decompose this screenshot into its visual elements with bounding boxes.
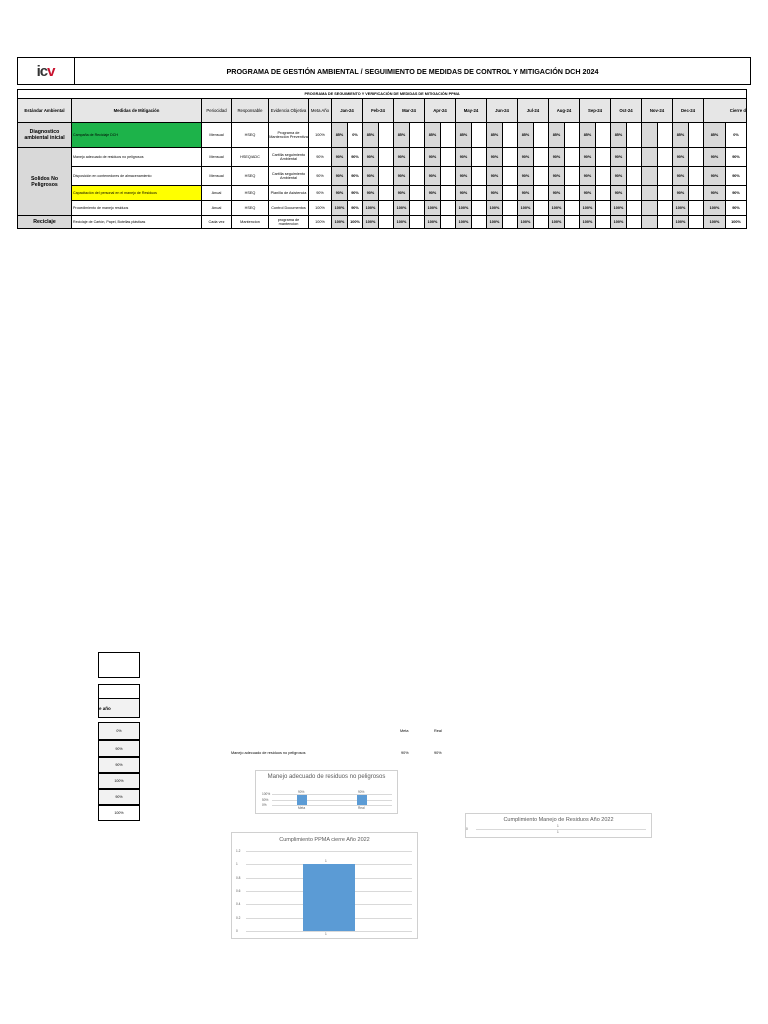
- month-goal-cell: 85%: [332, 123, 348, 148]
- col-month: Jul-24: [518, 99, 549, 123]
- empty-box: [98, 684, 140, 698]
- page-title: PROGRAMA DE GESTIÓN AMBIENTAL / SEGUIMIENTO DE MEDIDAS DE CONTROL Y MITIGACIÓN DCH 2024: [74, 57, 751, 85]
- month-goal-cell: [642, 167, 658, 186]
- col-goal: Meta Año: [309, 99, 332, 123]
- month-goal-cell: 90%: [580, 186, 596, 201]
- period-cell: Cada vez: [202, 216, 232, 229]
- closing-real-cell: 100%: [726, 216, 747, 229]
- month-goal-cell: 90%: [673, 186, 689, 201]
- responsible-cell: HSEQ: [232, 167, 269, 186]
- month-goal-cell: 85%: [394, 123, 410, 148]
- goal-cell: 90%: [309, 167, 332, 186]
- gridline: [246, 931, 412, 932]
- month-real-cell: [565, 216, 580, 229]
- col-standard: Estándar Ambiental: [18, 99, 72, 123]
- month-goal-cell: 100%: [549, 216, 565, 229]
- lower-value: 90%: [98, 757, 140, 773]
- period-cell: Anual: [202, 186, 232, 201]
- month-goal-cell: 90%: [332, 167, 348, 186]
- month-real-cell: 0%: [348, 123, 363, 148]
- y-tick-label: 50%: [262, 797, 269, 802]
- col-month: Apr-24: [425, 99, 456, 123]
- month-real-cell: [472, 167, 487, 186]
- responsible-cell: HSEQ: [232, 201, 269, 216]
- evidence-cell: Cartilla seguimiento Ambiental: [269, 167, 309, 186]
- month-goal-cell: 100%: [518, 201, 534, 216]
- month-real-cell: [410, 186, 425, 201]
- data-label: 90%: [358, 790, 365, 795]
- closing-real-cell: 90%: [726, 167, 747, 186]
- group-cell: Solidos No Peligrosos: [18, 148, 72, 216]
- month-goal-cell: 85%: [487, 123, 503, 148]
- chart-ppma-compliance: [231, 832, 418, 939]
- month-goal-cell: 90%: [611, 186, 627, 201]
- evidence-cell: Programa de Mantención Preventiva: [269, 123, 309, 148]
- month-real-cell: [658, 167, 673, 186]
- month-goal-cell: 100%: [487, 216, 503, 229]
- month-real-cell: [596, 216, 611, 229]
- closing-real-cell: 0%: [726, 123, 747, 148]
- month-goal-cell: 90%: [487, 148, 503, 167]
- month-real-cell: [379, 186, 394, 201]
- lower-value: 100%: [98, 805, 140, 821]
- month-goal-cell: 85%: [518, 123, 534, 148]
- responsible-cell: HSEQ: [232, 123, 269, 148]
- month-goal-cell: 90%: [425, 167, 441, 186]
- gridline: [476, 829, 646, 830]
- col-month: Aug-24: [549, 99, 580, 123]
- month-real-cell: [472, 123, 487, 148]
- col-month: Oct-24: [611, 99, 642, 123]
- month-goal-cell: 90%: [363, 148, 379, 167]
- meta-label: Meta: [400, 729, 409, 733]
- month-goal-cell: 100%: [394, 216, 410, 229]
- month-goal-cell: 90%: [363, 167, 379, 186]
- table-subtitle: PROGRAMA DE SEGUIMIENTO Y VERIFICACIÓN DE MEDIDAS DE MITIGACIÓN PPMA: [18, 90, 747, 99]
- month-goal-cell: 90%: [394, 186, 410, 201]
- chart-title: Cumplimiento PPMA cierre Año 2022: [279, 837, 370, 843]
- month-real-cell: [472, 216, 487, 229]
- month-goal-cell: 85%: [425, 123, 441, 148]
- chart-waste-compliance: [465, 813, 652, 838]
- month-goal-cell: 90%: [487, 186, 503, 201]
- group-cell: Reciclaje: [18, 216, 72, 229]
- month-real-cell: [472, 186, 487, 201]
- y-tick-label: 0.8: [236, 875, 241, 880]
- month-real-cell: [410, 201, 425, 216]
- month-goal-cell: 100%: [487, 201, 503, 216]
- month-goal-cell: 90%: [456, 148, 472, 167]
- y-tick-label: 0: [236, 929, 238, 933]
- closing-real-cell: 90%: [726, 201, 747, 216]
- gridline: [246, 851, 412, 852]
- y-tick-label: 0.4: [236, 902, 241, 907]
- month-goal-cell: 100%: [394, 201, 410, 216]
- month-goal-cell: [642, 148, 658, 167]
- month-real-cell: [565, 201, 580, 216]
- col-month: May-24: [456, 99, 487, 123]
- month-real-cell: [472, 148, 487, 167]
- goal-cell: 90%: [309, 148, 332, 167]
- col-measures: Medidas de Mitigación: [72, 99, 202, 123]
- data-label: 90%: [298, 790, 305, 795]
- month-goal-cell: 100%: [456, 216, 472, 229]
- month-goal-cell: 90%: [363, 186, 379, 201]
- col-month: Feb-24: [363, 99, 394, 123]
- month-real-cell: 100%: [348, 216, 363, 229]
- month-goal-cell: 90%: [487, 167, 503, 186]
- col-month: Nov-24: [642, 99, 673, 123]
- evidence-cell: Cartilla seguimiento Ambiental: [269, 148, 309, 167]
- col-evidence: Evidencia Objetiva: [269, 99, 309, 123]
- responsible-cell: Mantencion: [232, 216, 269, 229]
- summary-meta-value: 90%: [401, 751, 409, 755]
- month-goal-cell: 90%: [518, 186, 534, 201]
- month-real-cell: [534, 186, 549, 201]
- month-goal-cell: 90%: [580, 148, 596, 167]
- month-real-cell: [441, 167, 456, 186]
- month-goal-cell: 85%: [580, 123, 596, 148]
- month-goal-cell: 90%: [425, 186, 441, 201]
- month-goal-cell: 90%: [611, 167, 627, 186]
- month-real-cell: [441, 186, 456, 201]
- month-real-cell: [565, 148, 580, 167]
- month-goal-cell: 85%: [456, 123, 472, 148]
- col-month: Sep-24: [580, 99, 611, 123]
- lower-value: 0%: [98, 722, 140, 740]
- table-row: [18, 216, 747, 229]
- lower-value: 90%: [98, 789, 140, 805]
- table-row: [18, 148, 747, 167]
- month-real-cell: [441, 201, 456, 216]
- goal-cell: 100%: [309, 123, 332, 148]
- month-goal-cell: 100%: [425, 216, 441, 229]
- col-month: Jun-24: [487, 99, 518, 123]
- month-real-cell: [658, 216, 673, 229]
- month-real-cell: 90%: [348, 201, 363, 216]
- month-real-cell: [503, 201, 518, 216]
- month-real-cell: [565, 186, 580, 201]
- measure-cell: Manejo adecuado de residuos no peligrosos: [72, 148, 202, 167]
- month-real-cell: [503, 167, 518, 186]
- month-real-cell: [441, 148, 456, 167]
- goal-cell: 100%: [309, 216, 332, 229]
- closing-real-cell: 90%: [726, 186, 747, 201]
- period-cell: Mensual: [202, 123, 232, 148]
- category-label: Real: [358, 806, 365, 810]
- closing-goal-cell: 90%: [704, 148, 726, 167]
- logo-text: ic: [36, 62, 48, 80]
- responsible-cell: HSEQ: [232, 186, 269, 201]
- month-real-cell: [627, 216, 642, 229]
- month-goal-cell: [642, 216, 658, 229]
- col-period: Periocidad: [202, 99, 232, 123]
- month-real-cell: 90%: [348, 186, 363, 201]
- month-real-cell: [534, 123, 549, 148]
- period-cell: Anual: [202, 201, 232, 216]
- month-goal-cell: 100%: [518, 216, 534, 229]
- month-goal-cell: 100%: [363, 216, 379, 229]
- month-real-cell: 90%: [348, 167, 363, 186]
- col-month: Mar-24: [394, 99, 425, 123]
- month-goal-cell: 100%: [549, 201, 565, 216]
- col-responsible: Responsable: [232, 99, 269, 123]
- tracking-table: [17, 89, 747, 229]
- y-tick-label: 0: [466, 827, 468, 831]
- month-goal-cell: 100%: [332, 216, 348, 229]
- month-goal-cell: 90%: [549, 167, 565, 186]
- y-tick-label: 0%: [262, 803, 267, 807]
- month-real-cell: [379, 201, 394, 216]
- y-tick-label: 100%: [262, 792, 271, 796]
- goal-cell: 90%: [309, 186, 332, 201]
- month-real-cell: [503, 216, 518, 229]
- month-real-cell: [596, 167, 611, 186]
- period-cell: Mensual: [202, 167, 232, 186]
- gridline: [272, 794, 392, 795]
- chart-waste-handling: [255, 770, 398, 814]
- month-goal-cell: 100%: [580, 201, 596, 216]
- month-goal-cell: 90%: [456, 186, 472, 201]
- month-real-cell: [503, 186, 518, 201]
- category-label: 1: [325, 932, 327, 936]
- month-real-cell: [689, 201, 704, 216]
- period-cell: Mensual: [202, 148, 232, 167]
- month-goal-cell: 85%: [611, 123, 627, 148]
- gridline: [272, 805, 392, 806]
- month-goal-cell: 100%: [456, 201, 472, 216]
- measure-cell: Procedimiento de manejo residuos: [72, 201, 202, 216]
- closing-goal-cell: 100%: [704, 216, 726, 229]
- measure-cell: Capacitación del personal en el manejo de Residuos: [72, 186, 202, 201]
- month-real-cell: [689, 167, 704, 186]
- real-label: Real: [434, 729, 442, 733]
- month-real-cell: [503, 123, 518, 148]
- closing-goal-cell: 90%: [704, 186, 726, 201]
- gridline: [272, 800, 392, 801]
- month-real-cell: [658, 148, 673, 167]
- empty-box: [98, 652, 140, 678]
- month-real-cell: [379, 148, 394, 167]
- month-goal-cell: 85%: [363, 123, 379, 148]
- summary-real-value: 90%: [434, 751, 442, 755]
- month-real-cell: [627, 167, 642, 186]
- company-logo: [17, 57, 75, 85]
- month-real-cell: [689, 216, 704, 229]
- month-goal-cell: 100%: [580, 216, 596, 229]
- evidence-cell: Control Documentos: [269, 201, 309, 216]
- month-goal-cell: 90%: [673, 167, 689, 186]
- col-month: Jan-24: [332, 99, 363, 123]
- month-real-cell: [596, 186, 611, 201]
- month-real-cell: [441, 123, 456, 148]
- month-real-cell: [534, 148, 549, 167]
- month-real-cell: [689, 148, 704, 167]
- month-goal-cell: 90%: [673, 148, 689, 167]
- month-goal-cell: 90%: [332, 148, 348, 167]
- col-closing: Cierre d: [704, 99, 747, 123]
- goal-cell: 100%: [309, 201, 332, 216]
- measure-cell: Disposición en contenedores de almacenamiento: [72, 167, 202, 186]
- evidence-cell: programa de mantencion: [269, 216, 309, 229]
- closing-goal-cell: 100%: [704, 201, 726, 216]
- month-goal-cell: 90%: [332, 186, 348, 201]
- month-goal-cell: 90%: [518, 148, 534, 167]
- chart-title: Cumplimiento Manejo de Residuos Año 2022: [503, 817, 614, 823]
- summary-row-label: Manejo adecuado de residuos no peligrosos: [231, 751, 306, 755]
- month-real-cell: [410, 167, 425, 186]
- group-cell: Diagnostico ambiental inicial: [18, 123, 72, 148]
- month-goal-cell: 85%: [549, 123, 565, 148]
- month-goal-cell: 100%: [673, 201, 689, 216]
- month-real-cell: [627, 186, 642, 201]
- month-goal-cell: 90%: [580, 167, 596, 186]
- month-goal-cell: [642, 201, 658, 216]
- month-real-cell: [658, 186, 673, 201]
- data-label: 1: [557, 824, 559, 828]
- month-goal-cell: 90%: [394, 167, 410, 186]
- month-real-cell: [689, 186, 704, 201]
- month-goal-cell: 90%: [611, 148, 627, 167]
- measure-cell: Reciclaje de Cartón, Papel, Botellas plásticas: [72, 216, 202, 229]
- closing-goal-cell: 90%: [704, 167, 726, 186]
- month-real-cell: [379, 216, 394, 229]
- lower-value: 90%: [98, 740, 140, 757]
- col-month: Dec-24: [673, 99, 704, 123]
- closing-real-cell: 90%: [726, 148, 747, 167]
- month-real-cell: [410, 123, 425, 148]
- month-goal-cell: 85%: [673, 123, 689, 148]
- month-goal-cell: 100%: [425, 201, 441, 216]
- month-real-cell: 90%: [348, 148, 363, 167]
- y-tick-label: 0.2: [236, 915, 241, 920]
- month-real-cell: [627, 148, 642, 167]
- month-real-cell: [627, 123, 642, 148]
- evidence-cell: Planilla de Asistencia: [269, 186, 309, 201]
- month-real-cell: [441, 216, 456, 229]
- month-real-cell: [410, 148, 425, 167]
- measure-cell: Campaña de Reciclaje DCH: [72, 123, 202, 148]
- responsible-cell: HSEQ/ADC: [232, 148, 269, 167]
- month-goal-cell: [642, 123, 658, 148]
- table-row: [18, 123, 747, 148]
- month-goal-cell: 90%: [456, 167, 472, 186]
- month-real-cell: [565, 167, 580, 186]
- month-goal-cell: 90%: [394, 148, 410, 167]
- month-real-cell: [596, 148, 611, 167]
- bar: [357, 795, 367, 805]
- month-goal-cell: 90%: [549, 186, 565, 201]
- month-real-cell: [410, 216, 425, 229]
- logo-accent: v: [47, 62, 56, 80]
- month-real-cell: [565, 123, 580, 148]
- data-label: 1: [325, 859, 327, 864]
- y-tick-label: 0.6: [236, 889, 241, 893]
- month-real-cell: [658, 123, 673, 148]
- month-real-cell: [379, 123, 394, 148]
- month-real-cell: [534, 167, 549, 186]
- month-goal-cell: 100%: [611, 216, 627, 229]
- lower-header: e año: [98, 698, 140, 718]
- lower-value: 100%: [98, 773, 140, 789]
- month-real-cell: [627, 201, 642, 216]
- month-goal-cell: 90%: [549, 148, 565, 167]
- month-real-cell: [379, 167, 394, 186]
- category-label: Meta: [298, 806, 306, 810]
- bar: [297, 795, 307, 805]
- y-tick-label: 1.2: [236, 849, 241, 853]
- bar: [303, 864, 354, 931]
- table-row: [18, 167, 747, 186]
- table-header-row: [18, 99, 747, 123]
- table-row: [18, 186, 747, 201]
- month-real-cell: [472, 201, 487, 216]
- month-goal-cell: 100%: [332, 201, 348, 216]
- closing-goal-cell: 85%: [704, 123, 726, 148]
- chart-title: Manejo adecuado de residuos no peligrosos: [267, 774, 386, 780]
- month-real-cell: [534, 216, 549, 229]
- month-real-cell: [689, 123, 704, 148]
- month-goal-cell: [642, 186, 658, 201]
- month-real-cell: [503, 148, 518, 167]
- month-real-cell: [658, 201, 673, 216]
- month-real-cell: [596, 123, 611, 148]
- month-real-cell: [534, 201, 549, 216]
- table-row: [18, 201, 747, 216]
- month-goal-cell: 100%: [673, 216, 689, 229]
- month-goal-cell: 90%: [518, 167, 534, 186]
- month-goal-cell: 90%: [425, 148, 441, 167]
- month-real-cell: [596, 201, 611, 216]
- month-goal-cell: 100%: [363, 201, 379, 216]
- category-label: 1: [557, 830, 559, 834]
- month-goal-cell: 100%: [611, 201, 627, 216]
- y-tick-label: 1: [236, 862, 238, 867]
